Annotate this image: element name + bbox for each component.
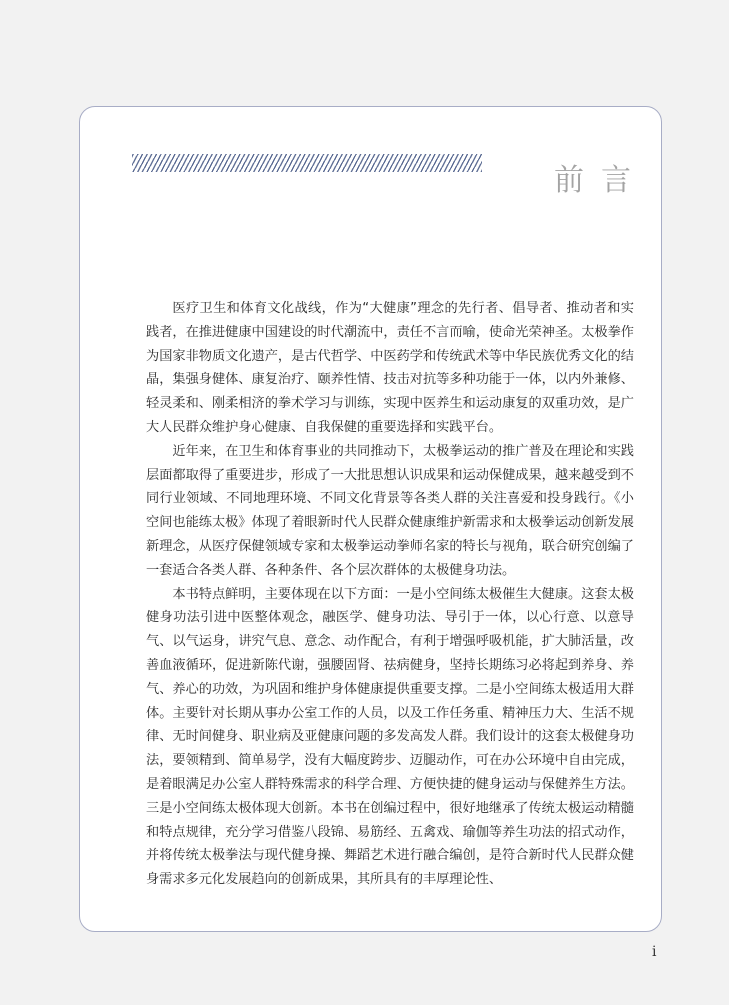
decorative-hatch-bar	[132, 154, 482, 172]
paragraph: 本书特点鲜明，主要体现在以下方面：一是小空间练太极催生大健康。这套太极健身功法引进中医整体观念，融医学、健身功法、导引于一体，以心行意、以意导气、以气运身，讲究气息、意念、动作配合，有利于增强呼吸机能，扩大肺活量，改善血液循环，促进新陈代谢，强腰固肾、祛病健身，坚持长期练习必将起到养身、养气、养心的功效，为巩固和维护身体健康提供重要支撑。二是小空间练太极适用大群体。主要针对长期从事办公室工作的人员，以及工作任务重、精神压力大、生活不规律、无时间健身、职业病及亚健康问题的多发高发人群。我们设计的这套太极健身功法，要领精到、简单易学，没有大幅度跨步、迈腿动作，可在办公环境中自由完成，是着眼满足办公室人群特殊需求的科学合理、方便快捷的健身运动与保健养生方法。三是小空间练太极体现大创新。本书在创编过程中，很好地继承了传统太极运动精髓和特点规律，充分学习借鉴八段锦、易筋经、五禽戏、瑜伽等养生功法的招式动作，并将传统太极拳法与现代健身操、舞蹈艺术进行融合编创，是符合新时代人民群众健身需求多元化发展趋向的创新成果，其所具有的丰厚理论性、	[146, 586, 634, 888]
page-card	[79, 106, 662, 932]
paragraph: 近年来，在卫生和体育事业的共同推动下，太极拳运动的推广普及在理论和实践层面都取得了重要进步，形成了一大批思想认识成果和运动保健成果，越来越受到不同行业领域、不同地理环境、不同文化背景等各类人群的关注喜爱和投身践行。《小空间也能练太极》体现了着眼新时代人民群众健康维护新需求和太极拳运动创新发展新理念，从医疗保健领域专家和太极拳运动拳师名家的特长与视角，联合研究创编了一套适合各类人群、各种条件、各个层次群体的太极健身功法。	[146, 443, 634, 578]
page-number: i	[652, 944, 657, 960]
chapter-title: 前言	[554, 163, 648, 199]
body-text	[146, 297, 634, 892]
paragraph: 医疗卫生和体育文化战线，作为“大健康”理念的先行者、倡导者、推动者和实践者，在推进健康中国建设的时代潮流中，责任不言而喻，使命光荣神圣。太极拳作为国家非物质文化遗产，是古代哲学、中医药学和传统武术等中华民族优秀文化的结晶，集强身健体、康复治疗、颐养性情、技击对抗等多种功能于一体，以内外兼修、轻灵柔和、刚柔相济的拳术学习与训练，实现中医养生和运动康复的双重功效，是广大人民群众维护身心健康、自我保健的重要选择和实践平台。	[146, 301, 634, 435]
